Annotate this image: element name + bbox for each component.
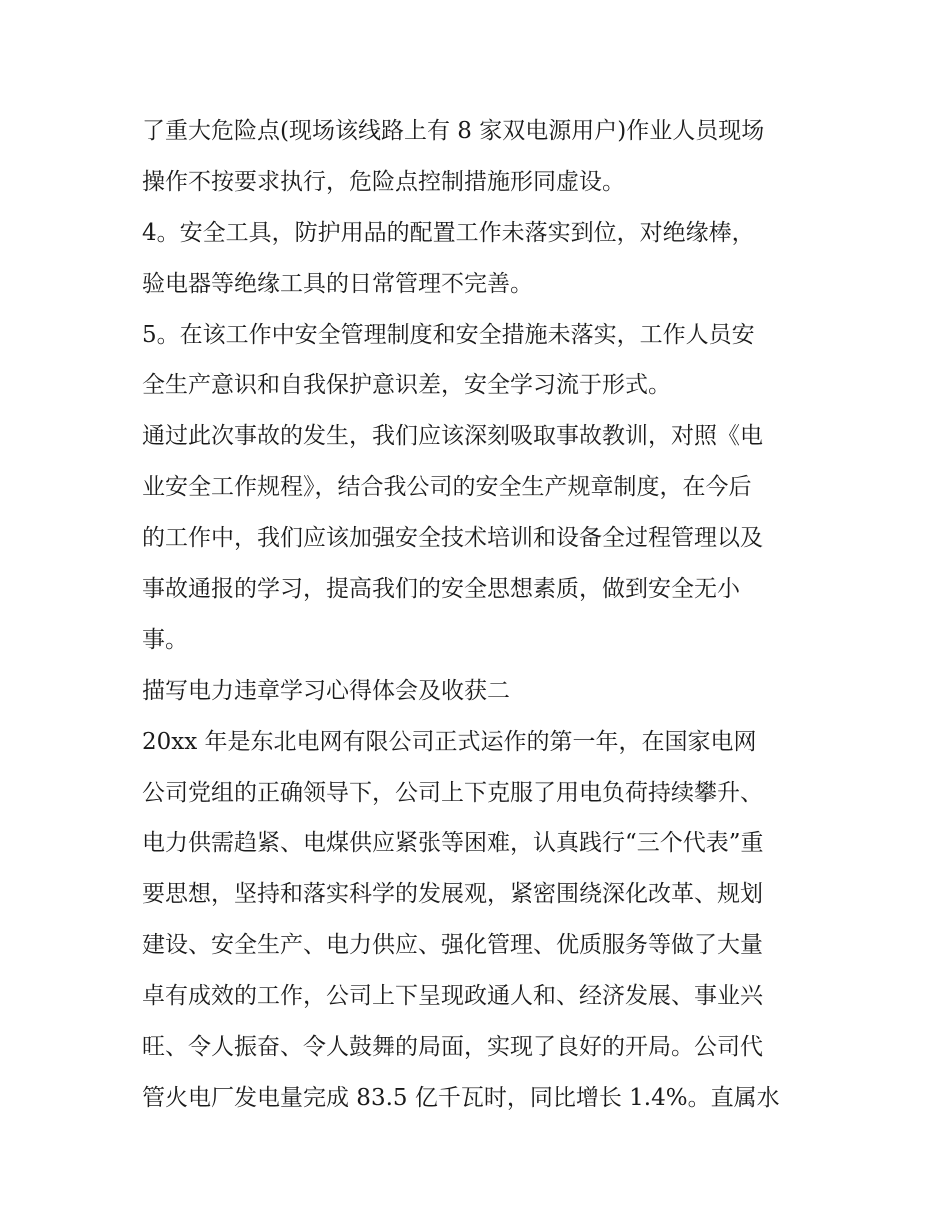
list-item-5: 5。在该工作中安全管理制度和安全措施未落实，工作人员安: [142, 321, 755, 348]
list-item-4: 4。安全工具，防护用品的配置工作未落实到位，对绝缘棒，: [142, 219, 755, 246]
text-line-9: 的工作中，我们应该加强安全技术培训和设备全过程管理以及: [142, 525, 763, 552]
text-line-18: 卓有成效的工作，公司上下呈现政通人和、经济发展、事业兴: [142, 983, 763, 1010]
text-line-14: 公司党组的正确领导下，公司上下克服了用电负荷持续攀升、: [142, 779, 763, 806]
text-line-2: 操作不按要求执行，危险点控制措施形同虚设。: [142, 168, 625, 195]
text-line-4: 验电器等绝缘工具的日常管理不完善。: [142, 270, 533, 297]
text-line-8: 业安全工作规程》，结合我公司的安全生产规章制度，在今后: [142, 474, 752, 501]
section-heading: 描写电力违章学习心得体会及收获二: [142, 677, 510, 704]
text-line-19: 旺、令人振奋、令人鼓舞的局面，实现了良好的开局。公司代: [142, 1034, 763, 1061]
text-line-15: 电力供需趋紧、电煤供应紧张等困难，认真践行“三个代表”重: [142, 830, 764, 857]
text-line-13: 20xx 年是东北电网有限公司正式运作的第一年，在国家电网: [142, 728, 757, 755]
text-line-20: 管火电厂发电量完成 83.5 亿千瓦时，同比增长 1.4%。直属水: [142, 1084, 780, 1111]
text-line-6: 全生产意识和自我保护意识差，安全学习流于形式。: [142, 372, 671, 399]
text-line-17: 建设、安全生产、电力供应、强化管理、优质服务等做了大量: [142, 932, 763, 959]
paragraph-start: 通过此次事故的发生，我们应该深刻吸取事故教训，对照《电: [142, 423, 763, 450]
text-line-11: 事。: [142, 626, 188, 653]
text-line-16: 要思想，坚持和落实科学的发展观，紧密围绕深化改革、规划: [142, 881, 763, 908]
text-line-10: 事故通报的学习，提高我们的安全思想素质，做到安全无小: [142, 576, 740, 603]
document-body: [142, 106, 822, 1124]
text-line-1: 了重大危险点(现场该线路上有 8 家双电源用户)作业人员现场: [142, 118, 765, 144]
